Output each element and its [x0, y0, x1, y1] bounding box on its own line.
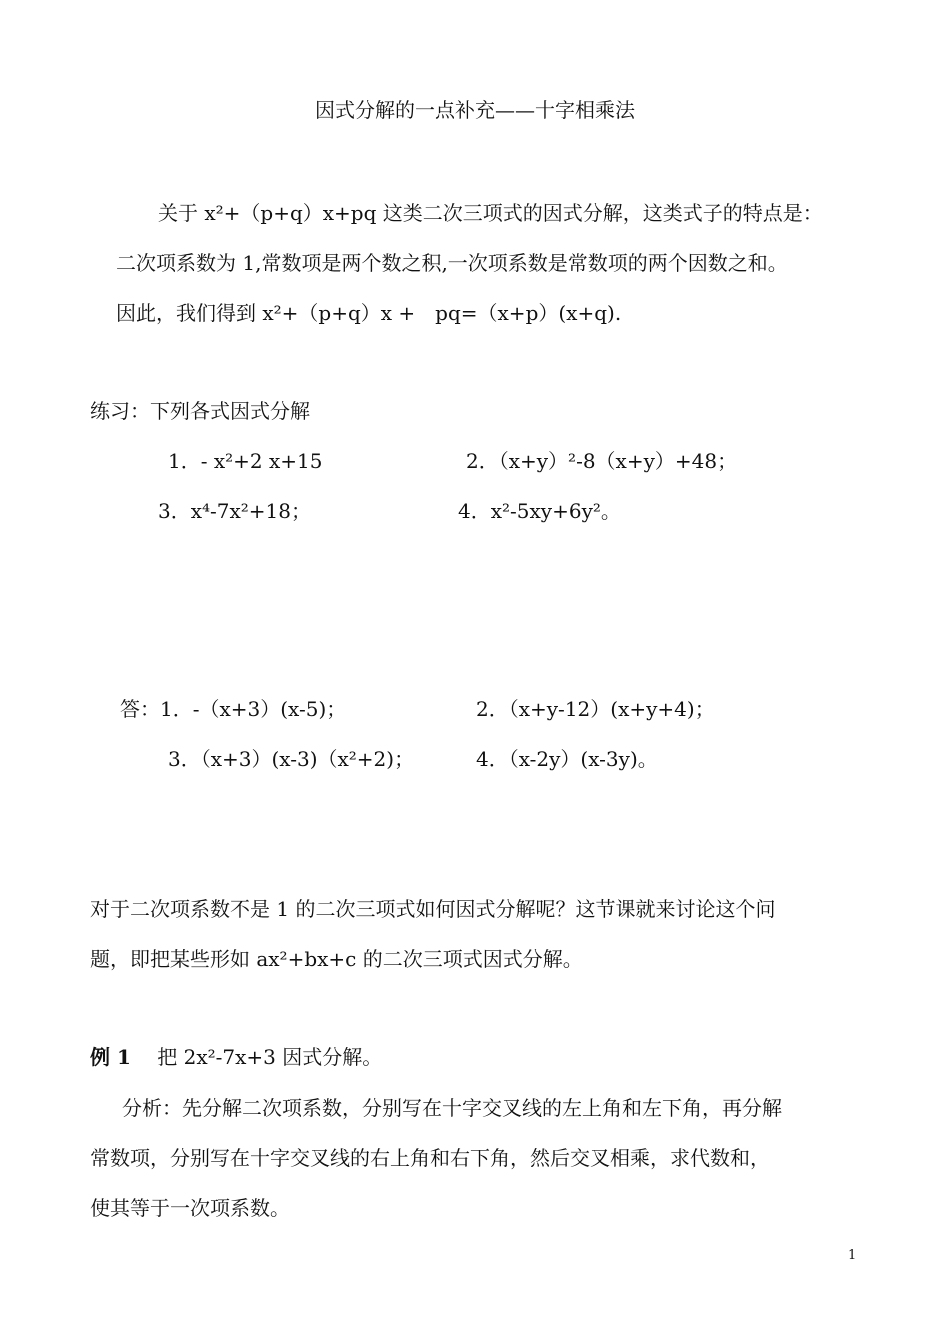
intro-line-3: 因此，我们得到 x²+（p+q）x + pq=（x+p）(x+q). [116, 301, 622, 325]
transition-line-2: 题，即把某些形如 ax²+bx+c 的二次三项式因式分解。 [90, 947, 583, 971]
intro-line-2: 二次项系数为 1,常数项是两个数之积,一次项系数是常数项的两个因数之和。 [116, 251, 788, 275]
example-1 [90, 1043, 382, 1071]
transition-line-1: 对于二次项系数不是 1 的二次三项式如何因式分解呢？这节课就来讨论这个问 [90, 897, 776, 921]
exercise-item-3: 3．x⁴-7x²+18； [158, 499, 312, 523]
example-text: 把 2x²-7x+3 因式分解。 [130, 1045, 383, 1069]
intro-line-1: 关于 x²+（p+q）x+pq 这类二次三项式的因式分解，这类式子的特点是： [158, 201, 823, 225]
exercise-item-2: 2．（x+y）²-8（x+y）+48； [466, 449, 738, 473]
answer-item-2: 2．（x+y-12）(x+y+4)； [476, 697, 715, 721]
example-label: 例 1 [90, 1045, 131, 1069]
answer-item-4: 4．（x-2y）(x-3y)。 [476, 747, 658, 771]
answer-item-3: 3．（x+3）(x-3)（x²+2)； [168, 747, 415, 771]
exercise-item-4: 4．x²-5xy+6y²。 [458, 499, 621, 523]
page-number: 1 [848, 1248, 857, 1263]
page-title: 因式分解的一点补充——十字相乘法 [315, 98, 635, 122]
analysis-line-2: 常数项，分别写在十字交叉线的右上角和右下角，然后交叉相乘，求代数和， [90, 1146, 770, 1170]
exercise-item-1: 1．- x²+2 x+15 [168, 449, 323, 473]
exercise-heading: 练习：下列各式因式分解 [90, 399, 310, 423]
analysis-line-1: 分析：先分解二次项系数，分别写在十字交叉线的左上角和左下角，再分解 [122, 1096, 782, 1120]
answer-item-1: 答：1．-（x+3）(x-5)； [120, 697, 347, 721]
analysis-line-3: 使其等于一次项系数。 [90, 1196, 290, 1220]
